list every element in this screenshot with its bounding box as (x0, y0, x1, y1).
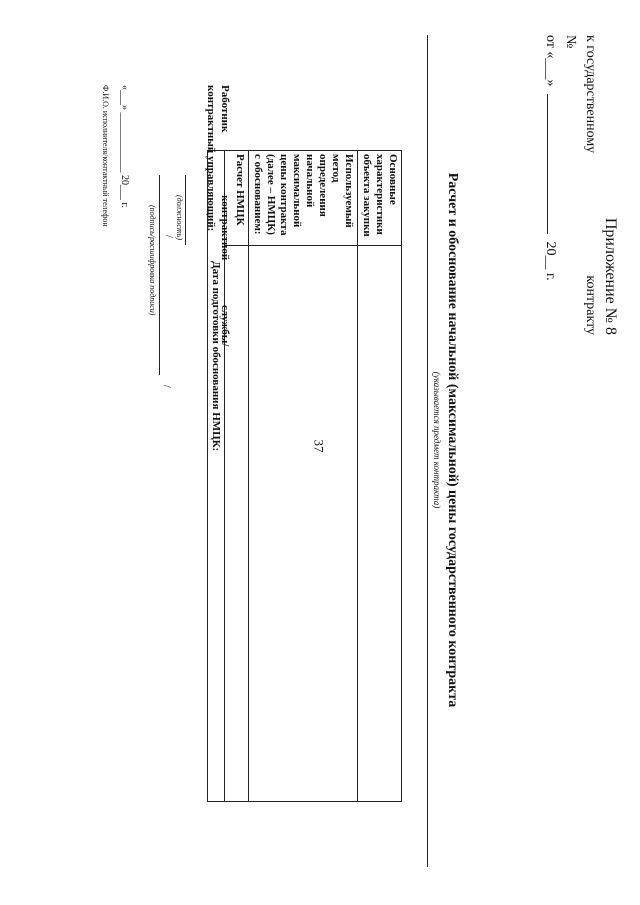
table-row-label: Используемый метод определения начальной максимальной цены контракта (далее – НМЦК) с обоснованием: (249, 151, 358, 246)
signer-role-line1: Работник контрактной (219, 85, 231, 261)
signature-date: «___» ____________ 20___ г. (119, 85, 130, 208)
document-title: Расчет и обоснование начальной (максимальной) цены государственного контракта (445, 172, 460, 708)
appendix-date (540, 35, 560, 335)
appendix-contract-left: к государственному (583, 35, 598, 154)
table-row-value (249, 246, 358, 802)
signer-role-extra: службы/ (219, 305, 231, 347)
appendix-date-year: 20__ г. (543, 241, 558, 281)
justification-table (207, 150, 402, 802)
appendix-date-prefix: от «___» (543, 35, 558, 87)
document-subtitle: (указывается предмет контракта) (432, 371, 442, 509)
signature-slash-end: / (161, 385, 172, 388)
signature-slash: / (163, 235, 174, 238)
appendix-block (540, 35, 620, 335)
signature-fields (70, 85, 210, 505)
position-caption: (должность) (175, 195, 184, 241)
date-prepared-label: Дата подготовки обоснования НМЦК: (208, 151, 225, 802)
appendix-number: № (563, 35, 578, 49)
signature-caption: (подпись/расшифровка подписи) (148, 205, 157, 316)
table-row (358, 151, 402, 802)
appendix-contract-right: контракту (583, 275, 598, 335)
table-row-label: Основные характеристики объекта закупки (358, 151, 402, 246)
appendix-contract-line (580, 35, 600, 335)
table-row-value (358, 246, 402, 802)
table-row-label: Расчет НМЦК (225, 151, 249, 246)
signer-role-line2: контрактный управляющий: (205, 85, 217, 232)
appendix-title: Приложение № 8 (602, 217, 619, 335)
contact-caption: Ф.И.О. исполнителя/контактный телефон (101, 85, 110, 227)
position-line (185, 175, 186, 245)
subject-rule (427, 35, 428, 867)
appendix-date-blank (547, 94, 548, 234)
table-row (249, 151, 358, 802)
page-number: 37 (311, 439, 327, 453)
signature-line (159, 175, 160, 375)
